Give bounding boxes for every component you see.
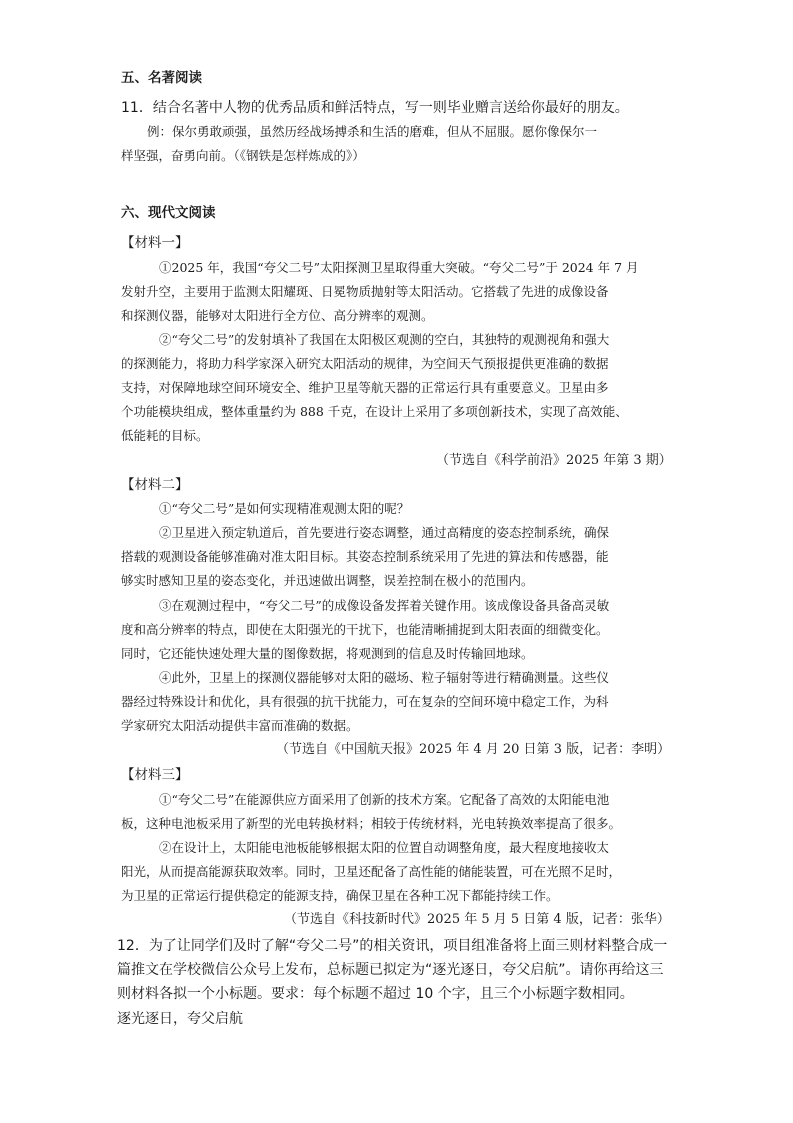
material-3-line: 板，这种电池板采用了新型的光电转换材料；相较于传统材料，光电转换效率提高了很多。 xyxy=(121,816,622,831)
material-2-line: ③在观测过程中，“夸父二号”的成像设备发挥着关键作用。该成像设备具备高灵敏 xyxy=(159,598,610,613)
material-1-line: ①2025 年，我国“夸父二号”太阳探测卫星取得重大突破。“夸父二号”于 2024 年 7 月 xyxy=(159,260,639,275)
material-2-line: 够实时感知卫星的姿态变化，并迅速做出调整，误差控制在极小的范围内。 xyxy=(121,573,534,588)
question-12-line: 则材料各拟一个小标题。要求：每个标题不超过 10 个字，且三个小标题字数相同。 xyxy=(117,986,634,1002)
material-2-line: 学家研究太阳活动提供丰富而准确的数据。 xyxy=(121,718,359,733)
material-1-line: 和探测仪器，能够对太阳进行全方位、高分辨率的观测。 xyxy=(121,308,434,323)
material-1-line: 支持，对保障地球空间环境安全、维护卫星等航天器的正常运行具有重要意义。卫星由多 xyxy=(121,380,609,395)
material-3-source: （节选自《科技新时代》2025 年 5 月 5 日第 4 版，记者：张华） xyxy=(284,912,670,927)
example-line-1: 例：保尔勇敢顽强，虽然历经战场搏杀和生活的磨难，但从不屈服。愿你像保尔一 xyxy=(147,124,598,139)
material-3-line: ①“夸父二号”在能源供应方面采用了创新的技术方案。它配备了高效的太阳能电池 xyxy=(159,792,610,807)
section-6-heading: 六、现代文阅读 xyxy=(121,205,216,221)
material-3-line: ②在设计上，太阳能电池板能够根据太阳的位置自动调整角度，最大程度地接收太 xyxy=(159,840,610,855)
question-12-title: 逐光逐日，夸父启航 xyxy=(117,1011,243,1027)
question-12-line: 篇推文在学校微信公众号上发布，总标题已拟定为“逐光逐日，夸父启航”。请你再给这三 xyxy=(117,962,664,978)
material-1-line: 低能耗的目标。 xyxy=(121,428,209,443)
material-3-line: 阳光，从而提高能源获取效率。同时，卫星还配备了高性能的储能装置，可在光照不足时， xyxy=(121,864,622,879)
material-3-label: 【材料三】 xyxy=(121,767,189,783)
question-12-line: 12．为了让同学们及时了解“夸父二号”的相关资讯，项目组准备将上面三则材料整合成一 xyxy=(117,938,668,954)
material-2-source: （节选自《中国航天报》2025 年 4 月 20 日第 3 版，记者：李明） xyxy=(276,742,671,757)
material-2-line: 同时，它还能快速处理大量的图像数据，将观测到的信息及时传输回地球。 xyxy=(121,646,534,661)
example-line-2: 样坚强，奋勇向前。（《钢铁是怎样炼成的》） xyxy=(121,148,365,163)
material-2-line: ①“夸父二号”是如何实现精准观测太阳的呢？ xyxy=(159,501,410,516)
material-2-line: ④此外，卫星上的探测仪器能够对太阳的磁场、粒子辐射等进行精确测量。这些仪 xyxy=(159,670,610,685)
material-1-source: （节选自《科学前沿》2025 年第 3 期） xyxy=(436,453,672,468)
material-1-label: 【材料一】 xyxy=(121,235,189,251)
material-1-line: 发射升空，主要用于监测太阳耀斑、日冕物质抛射等太阳活动。它搭载了先进的成像设备 xyxy=(121,284,609,299)
question-11: 11．结合名著中人物的优秀品质和鲜活特点，写一则毕业赠言送给你最好的朋友。 xyxy=(121,100,629,116)
material-1-line: 个功能模块组成，整体重量约为 888 千克，在设计上采用了多项创新技术，实现了高效能、 xyxy=(121,404,628,419)
material-2-line: 搭载的观测设备能够准确对准太阳目标。其姿态控制系统采用了先进的算法和传感器，能 xyxy=(121,549,609,564)
material-1-line: ②“夸父二号”的发射填补了我国在太阳极区观测的空白，其独特的观测视角和强大 xyxy=(159,332,610,347)
material-2-line: ②卫星进入预定轨道后，首先要进行姿态调整，通过高精度的姿态控制系统，确保 xyxy=(159,525,610,540)
material-2-line: 器经过特殊设计和优化，具有很强的抗干扰能力，可在复杂的空间环境中稳定工作，为科 xyxy=(121,694,609,709)
section-5-heading: 五、名著阅读 xyxy=(121,70,202,86)
material-3-line: 为卫星的正常运行提供稳定的能源支持，确保卫星在各种工况下都能持续工作。 xyxy=(121,888,559,903)
material-1-line: 的探测能力，将助力科学家深入研究太阳活动的规律，为空间天气预报提供更准确的数据 xyxy=(121,356,609,371)
material-2-line: 度和高分辨率的特点，即使在太阳强光的干扰下，也能清晰捕捉到太阳表面的细微变化。 xyxy=(121,622,609,637)
material-2-label: 【材料二】 xyxy=(121,477,189,493)
